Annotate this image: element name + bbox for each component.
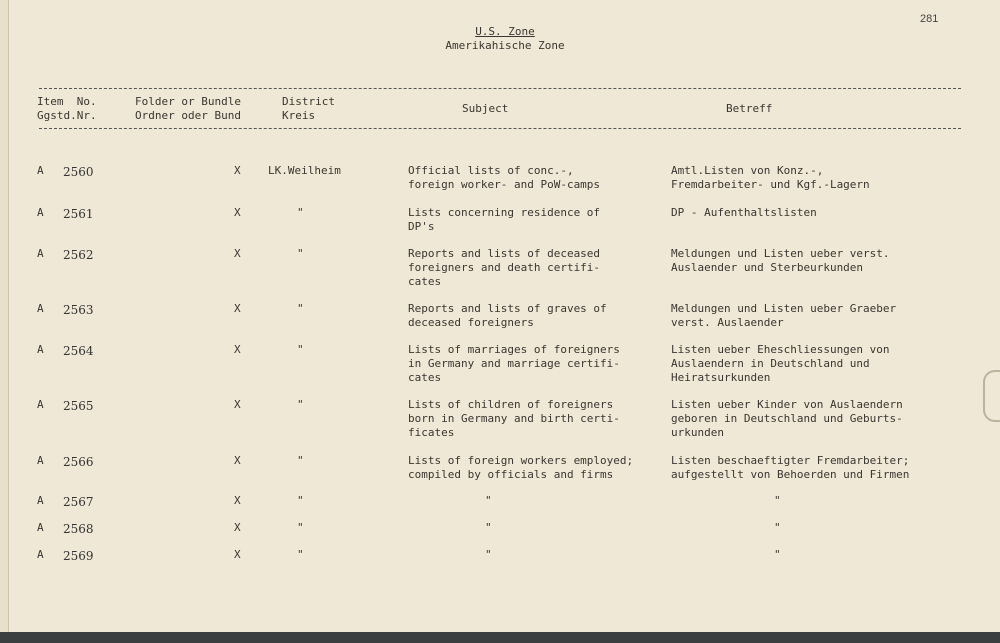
header-divider-bottom <box>39 128 961 129</box>
title-german: Amerikahische Zone <box>445 39 565 52</box>
row-item-number: 2566 <box>63 455 94 469</box>
title-english: U.S. Zone <box>475 25 535 38</box>
scanner-edge <box>0 632 1000 643</box>
row-betreff: " <box>774 494 781 507</box>
row-district: " <box>297 398 304 411</box>
row-subject: Official lists of conc.-, foreign worker- and PoW-camps <box>408 164 601 191</box>
row-category: A <box>37 302 44 315</box>
row-district: " <box>297 302 304 315</box>
row-folder: X <box>234 206 241 219</box>
header-district: District Kreis <box>282 95 335 122</box>
row-category: A <box>37 164 44 177</box>
header-betreff: Betreff <box>726 102 773 115</box>
page-number: 281 <box>920 13 939 25</box>
row-folder: X <box>234 548 241 561</box>
document-page <box>8 0 1000 632</box>
row-category: A <box>37 521 44 534</box>
row-betreff: Meldungen und Listen ueber Graeber verst. Auslaender <box>671 302 897 329</box>
row-item-number: 2561 <box>63 207 94 221</box>
row-item-number: 2563 <box>63 303 94 317</box>
row-district: " <box>297 494 304 507</box>
row-folder: X <box>234 494 241 507</box>
row-betreff: Listen ueber Eheschliessungen von Auslaendern in Deutschland und Heiratsurkunden <box>671 343 890 384</box>
row-district: LK.Weilheim <box>268 164 341 177</box>
row-betreff: Listen beschaeftigter Fremdarbeiter; aufgestellt von Behoerden und Firmen <box>671 454 910 481</box>
row-category: A <box>37 548 44 561</box>
row-category: A <box>37 398 44 411</box>
row-item-number: 2569 <box>63 549 94 563</box>
row-item-number: 2568 <box>63 522 94 536</box>
row-district: " <box>297 206 304 219</box>
row-folder: X <box>234 247 241 260</box>
header-divider-top <box>39 88 961 89</box>
row-category: A <box>37 454 44 467</box>
row-category: A <box>37 343 44 356</box>
row-category: A <box>37 247 44 260</box>
row-subject: " <box>485 521 492 534</box>
row-folder: X <box>234 302 241 315</box>
row-district: " <box>297 343 304 356</box>
row-folder: X <box>234 398 241 411</box>
row-betreff: Amtl.Listen von Konz.-, Fremdarbeiter- und Kgf.-Lagern <box>671 164 870 191</box>
row-folder: X <box>234 521 241 534</box>
row-betreff: " <box>774 521 781 534</box>
row-betreff: " <box>774 548 781 561</box>
row-folder: X <box>234 164 241 177</box>
row-folder: X <box>234 454 241 467</box>
row-subject: Lists of foreign workers employed; compiled by officials and firms <box>408 454 634 481</box>
row-betreff: Meldungen und Listen ueber verst. Auslaender und Sterbeurkunden <box>671 247 890 274</box>
row-item-number: 2564 <box>63 344 94 358</box>
row-item-number: 2565 <box>63 399 94 413</box>
row-betreff: Listen ueber Kinder von Auslaendern geboren in Deutschland und Geburts- urkunden <box>671 398 903 439</box>
page-fold-mark <box>983 370 1000 422</box>
row-subject: Reports and lists of graves of deceased foreigners <box>408 302 607 329</box>
row-district: " <box>297 521 304 534</box>
row-subject: Reports and lists of deceased foreigners and death certifi- cates <box>408 247 601 288</box>
header-item-number: Item No. Ggstd.Nr. <box>37 95 97 122</box>
row-district: " <box>297 548 304 561</box>
row-category: A <box>37 494 44 507</box>
row-subject: Lists of children of foreigners born in Germany and birth certi- ficates <box>408 398 620 439</box>
row-folder: X <box>234 343 241 356</box>
row-subject: Lists of marriages of foreigners in Germany and marriage certifi- cates <box>408 343 620 384</box>
row-category: A <box>37 206 44 219</box>
row-district: " <box>297 247 304 260</box>
row-subject: Lists concerning residence of DP's <box>408 206 601 233</box>
row-subject: " <box>485 548 492 561</box>
row-item-number: 2567 <box>63 495 94 509</box>
header-subject: Subject <box>462 102 509 115</box>
header-folder: Folder or Bundle Ordner oder Bund <box>135 95 241 122</box>
row-item-number: 2562 <box>63 248 94 262</box>
row-district: " <box>297 454 304 467</box>
row-betreff: DP - Aufenthaltslisten <box>671 206 817 219</box>
row-subject: " <box>485 494 492 507</box>
row-item-number: 2560 <box>63 165 94 179</box>
